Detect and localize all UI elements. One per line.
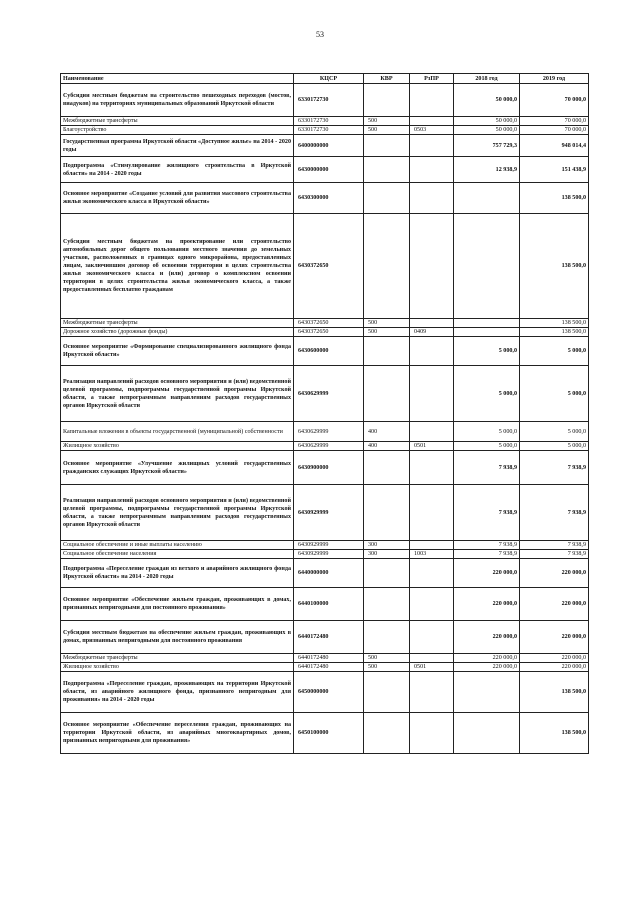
cell-2019: 220 000,0 xyxy=(520,588,589,621)
cell-rzpr xyxy=(410,117,454,126)
cell-kvr xyxy=(364,713,410,754)
table-row xyxy=(61,126,589,135)
cell-rzpr xyxy=(410,366,454,422)
cell-2018: 5 000,0 xyxy=(454,337,520,366)
table-row xyxy=(61,559,589,588)
cell-kcsr: 6430600000 xyxy=(294,337,364,366)
cell-kvr: 300 xyxy=(364,541,410,550)
cell-kcsr: 6430372650 xyxy=(294,319,364,328)
cell-kvr xyxy=(364,672,410,713)
cell-2018: 220 000,0 xyxy=(454,663,520,672)
cell-kcsr: 6440100000 xyxy=(294,588,364,621)
cell-2018: 220 000,0 xyxy=(454,654,520,663)
cell-kcsr: 6430372650 xyxy=(294,214,364,319)
cell-2018: 5 000,0 xyxy=(454,422,520,442)
table-row xyxy=(61,442,589,451)
cell-rzpr xyxy=(410,157,454,183)
table-row xyxy=(61,550,589,559)
table-row xyxy=(61,541,589,550)
cell-2019: 5 000,0 xyxy=(520,366,589,422)
table-row xyxy=(61,117,589,126)
table-row xyxy=(61,588,589,621)
cell-name: Основное мероприятие «Формирование специализированного жилищного фонда Иркутской области» xyxy=(61,337,294,366)
cell-2019: 5 000,0 xyxy=(520,442,589,451)
cell-rzpr xyxy=(410,621,454,654)
cell-kcsr: 6430300000 xyxy=(294,183,364,214)
cell-2018 xyxy=(454,672,520,713)
cell-2019: 7 938,9 xyxy=(520,485,589,541)
table-row xyxy=(61,672,589,713)
cell-name: Социальное обеспечение населения xyxy=(61,550,294,559)
cell-2018: 220 000,0 xyxy=(454,621,520,654)
cell-kcsr: 6440172480 xyxy=(294,654,364,663)
col-header-2019: 2019 год xyxy=(520,74,589,84)
cell-name: Реализация направлений расходов основного мероприятия и (или) ведомственной целевой программы, подпрограммы государственной программы Иркутской области, а также непрограммным направлениям расходов государственных органов Иркутской области xyxy=(61,366,294,422)
cell-kcsr: 6430372650 xyxy=(294,328,364,337)
table-row xyxy=(61,84,589,117)
table-row xyxy=(61,663,589,672)
cell-rzpr: 0409 xyxy=(410,328,454,337)
cell-2019: 70 000,0 xyxy=(520,126,589,135)
cell-kvr: 500 xyxy=(364,117,410,126)
cell-kcsr: 6400000000 xyxy=(294,135,364,157)
col-header-rzpr: РзПР xyxy=(410,74,454,84)
cell-2018: 5 000,0 xyxy=(454,442,520,451)
table-row xyxy=(61,654,589,663)
cell-2018: 220 000,0 xyxy=(454,588,520,621)
cell-name: Благоустройство xyxy=(61,126,294,135)
cell-name: Подпрограмма «Переселение граждан из ветхого и аварийного жилищного фонда Иркутской области» на 2014 - 2020 годы xyxy=(61,559,294,588)
cell-2018: 7 938,9 xyxy=(454,485,520,541)
cell-name: Жилищное хозяйство xyxy=(61,663,294,672)
cell-2018 xyxy=(454,183,520,214)
cell-name: Жилищное хозяйство xyxy=(61,442,294,451)
cell-2018: 7 938,9 xyxy=(454,550,520,559)
cell-rzpr xyxy=(410,588,454,621)
table-row xyxy=(61,135,589,157)
cell-2018: 50 000,0 xyxy=(454,117,520,126)
cell-2019: 151 438,9 xyxy=(520,157,589,183)
cell-rzpr xyxy=(410,337,454,366)
col-header-kvr: КВР xyxy=(364,74,410,84)
cell-name: Субсидии местным бюджетам на строительство пешеходных переходов (мостов, виадуков) на территориях муниципальных образований Иркутской области xyxy=(61,84,294,117)
page-number: 53 xyxy=(316,30,324,39)
cell-2018 xyxy=(454,319,520,328)
cell-kvr: 400 xyxy=(364,422,410,442)
cell-rzpr xyxy=(410,485,454,541)
cell-name: Социальное обеспечение и иные выплаты населению xyxy=(61,541,294,550)
cell-name: Капитальные вложения в объекты государственной (муниципальной) собственности xyxy=(61,422,294,442)
cell-rzpr: 1003 xyxy=(410,550,454,559)
cell-kvr xyxy=(364,84,410,117)
cell-rzpr: 0503 xyxy=(410,126,454,135)
cell-rzpr xyxy=(410,84,454,117)
table-row xyxy=(61,713,589,754)
cell-name: Дорожное хозяйство (дорожные фонды) xyxy=(61,328,294,337)
cell-kcsr: 6440172480 xyxy=(294,621,364,654)
cell-rzpr xyxy=(410,451,454,485)
cell-2018 xyxy=(454,713,520,754)
table-row xyxy=(61,157,589,183)
cell-kvr xyxy=(364,214,410,319)
cell-rzpr xyxy=(410,559,454,588)
cell-rzpr xyxy=(410,541,454,550)
cell-2018: 50 000,0 xyxy=(454,126,520,135)
table-row xyxy=(61,621,589,654)
cell-name: Основное мероприятие «Обеспечение жильем граждан, проживающих в домах, признанных непригодными для постоянного проживания» xyxy=(61,588,294,621)
table-row xyxy=(61,485,589,541)
cell-rzpr xyxy=(410,672,454,713)
cell-rzpr xyxy=(410,422,454,442)
cell-kcsr: 6450000000 xyxy=(294,672,364,713)
cell-2018: 7 938,9 xyxy=(454,541,520,550)
cell-rzpr xyxy=(410,319,454,328)
cell-kvr: 500 xyxy=(364,654,410,663)
cell-kvr: 500 xyxy=(364,319,410,328)
cell-kcsr: 6330172730 xyxy=(294,84,364,117)
cell-2019: 5 000,0 xyxy=(520,337,589,366)
cell-rzpr xyxy=(410,135,454,157)
table-row xyxy=(61,328,589,337)
cell-name: Субсидии местным бюджетам на обеспечение жильем граждан, проживающих в домах, признанных непригодными для постоянного проживания xyxy=(61,621,294,654)
cell-2019: 948 014,4 xyxy=(520,135,589,157)
cell-kvr xyxy=(364,621,410,654)
cell-kcsr: 6450100000 xyxy=(294,713,364,754)
cell-name: Межбюджетные трансферты xyxy=(61,654,294,663)
cell-2019: 70 000,0 xyxy=(520,117,589,126)
cell-name: Основное мероприятие «Создание условий для развития массового строительства жилья экономического класса в Иркутской области» xyxy=(61,183,294,214)
cell-2019: 5 000,0 xyxy=(520,422,589,442)
cell-kcsr: 6330172730 xyxy=(294,126,364,135)
cell-name: Государственная программа Иркутской области «Доступное жилье» на 2014 - 2020 годы xyxy=(61,135,294,157)
cell-name: Межбюджетные трансферты xyxy=(61,319,294,328)
cell-kcsr: 6430629999 xyxy=(294,442,364,451)
cell-2018: 12 938,9 xyxy=(454,157,520,183)
cell-kcsr: 6430929999 xyxy=(294,550,364,559)
table-row xyxy=(61,319,589,328)
table-row xyxy=(61,366,589,422)
cell-2018: 220 000,0 xyxy=(454,559,520,588)
cell-2019: 220 000,0 xyxy=(520,654,589,663)
cell-name: Подпрограмма «Стимулирование жилищного строительства в Иркутской области» на 2014 - 2020 годы xyxy=(61,157,294,183)
cell-kvr: 500 xyxy=(364,663,410,672)
table-row xyxy=(61,214,589,319)
cell-kcsr: 6430629999 xyxy=(294,366,364,422)
cell-kvr xyxy=(364,451,410,485)
cell-kvr xyxy=(364,559,410,588)
cell-2019: 70 000,0 xyxy=(520,84,589,117)
cell-kvr xyxy=(364,485,410,541)
cell-name: Основное мероприятие «Обеспечение переселения граждан, проживающих на территории Иркутской области, из аварийных многоквартирных домов, признанных непригодными для проживания» xyxy=(61,713,294,754)
cell-kcsr: 6430000000 xyxy=(294,157,364,183)
cell-name: Подпрограмма «Переселение граждан, проживающих на территории Иркутской области, из аварийного жилищного фонда, признанного непригодным для проживания» на 2014 - 2020 годы xyxy=(61,672,294,713)
table-row xyxy=(61,337,589,366)
cell-2019: 220 000,0 xyxy=(520,663,589,672)
cell-2019: 7 938,9 xyxy=(520,451,589,485)
cell-kvr xyxy=(364,135,410,157)
cell-2019: 138 500,0 xyxy=(520,328,589,337)
cell-rzpr xyxy=(410,713,454,754)
cell-kvr xyxy=(364,337,410,366)
cell-name: Основное мероприятие «Улучшение жилищных условий государственных гражданских служащих Иркутской области» xyxy=(61,451,294,485)
cell-rzpr xyxy=(410,183,454,214)
col-header-name: Наименование xyxy=(61,74,294,84)
cell-2019: 7 938,9 xyxy=(520,550,589,559)
col-header-2018: 2018 год xyxy=(454,74,520,84)
cell-2019: 220 000,0 xyxy=(520,559,589,588)
cell-kvr xyxy=(364,183,410,214)
cell-kcsr: 6440172480 xyxy=(294,663,364,672)
cell-2019: 138 500,0 xyxy=(520,672,589,713)
cell-rzpr xyxy=(410,654,454,663)
table-row xyxy=(61,183,589,214)
cell-rzpr: 0501 xyxy=(410,663,454,672)
cell-2018: 757 729,3 xyxy=(454,135,520,157)
cell-2019: 7 938,9 xyxy=(520,541,589,550)
table-row xyxy=(61,422,589,442)
cell-kcsr: 6430900000 xyxy=(294,451,364,485)
cell-kcsr: 6430629999 xyxy=(294,422,364,442)
cell-rzpr: 0501 xyxy=(410,442,454,451)
cell-2018 xyxy=(454,214,520,319)
cell-name: Межбюджетные трансферты xyxy=(61,117,294,126)
table-body xyxy=(61,84,589,754)
cell-2018 xyxy=(454,328,520,337)
cell-kvr xyxy=(364,366,410,422)
cell-kvr: 300 xyxy=(364,550,410,559)
table-header-row xyxy=(61,74,589,84)
cell-2019: 220 000,0 xyxy=(520,621,589,654)
cell-kvr: 500 xyxy=(364,328,410,337)
cell-2019: 138 500,0 xyxy=(520,713,589,754)
cell-2019: 138 500,0 xyxy=(520,214,589,319)
cell-kvr: 500 xyxy=(364,126,410,135)
cell-name: Субсидии местным бюджетам на проектирование или строительство автомобильных дорог общего пользования местного значения до земельных участков, расположенных в границах одного микрорайона, предоставленных лицам, заключившим договор об освоении территории в целях строительства жилья экономического класса и (или) договор о комплексном освоении территории в целях строительства жилья экономического класса, а также предоставленных бесплатно гражданам xyxy=(61,214,294,319)
cell-kcsr: 6440000000 xyxy=(294,559,364,588)
cell-kcsr: 6430929999 xyxy=(294,541,364,550)
table-row xyxy=(61,451,589,485)
cell-2018: 50 000,0 xyxy=(454,84,520,117)
col-header-kcsr: КЦСР xyxy=(294,74,364,84)
cell-2019: 138 500,0 xyxy=(520,183,589,214)
cell-rzpr xyxy=(410,214,454,319)
cell-2018: 7 938,9 xyxy=(454,451,520,485)
cell-kcsr: 6330172730 xyxy=(294,117,364,126)
budget-table xyxy=(60,73,589,754)
cell-kcsr: 6430929999 xyxy=(294,485,364,541)
cell-2018: 5 000,0 xyxy=(454,366,520,422)
cell-kvr: 400 xyxy=(364,442,410,451)
cell-2019: 138 500,0 xyxy=(520,319,589,328)
cell-kvr xyxy=(364,157,410,183)
cell-name: Реализация направлений расходов основного мероприятия и (или) ведомственной целевой программы, подпрограммы государственной программы Иркутской области, а также непрограммным направлениям расходов государственных органов Иркутской области xyxy=(61,485,294,541)
cell-kvr xyxy=(364,588,410,621)
